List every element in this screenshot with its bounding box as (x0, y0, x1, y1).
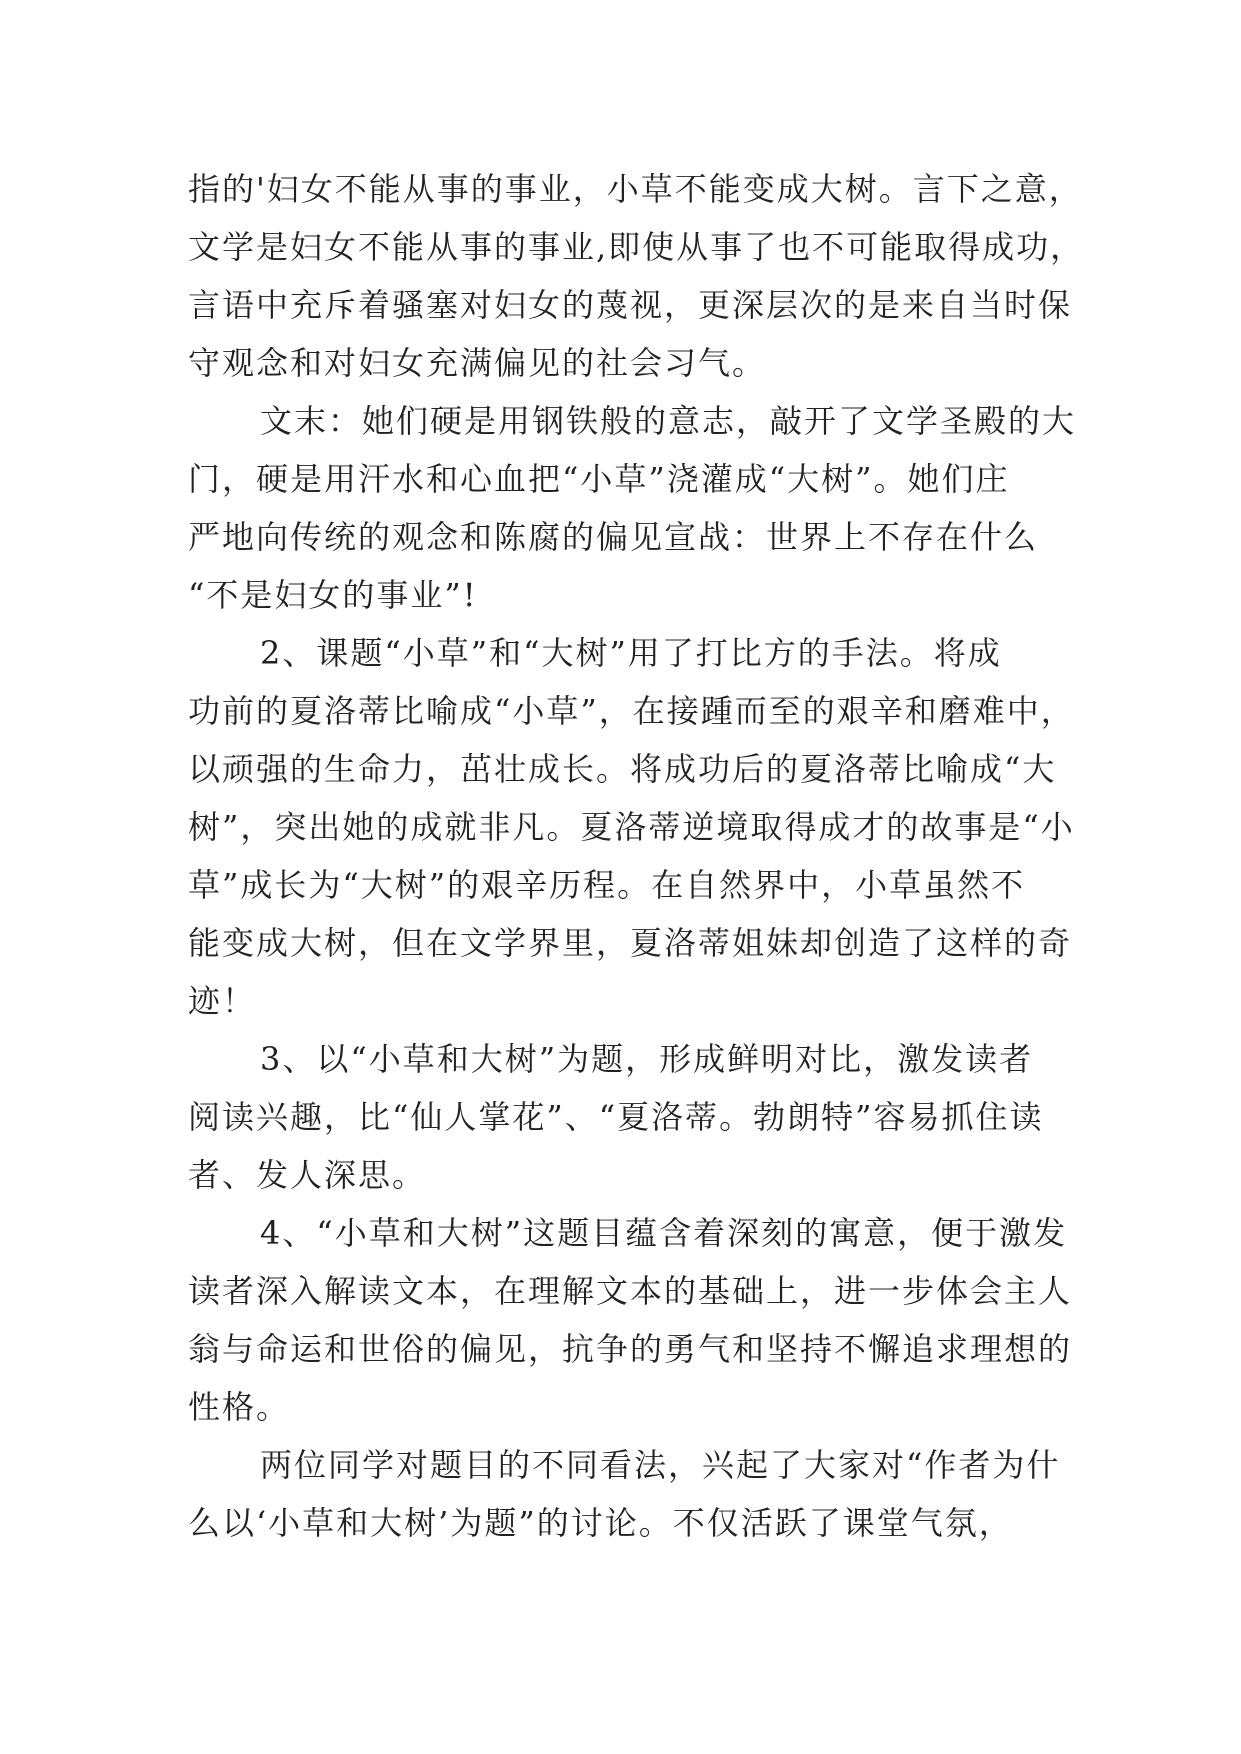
text-line: 功前的夏洛蒂比喻成“小草”，在接踵而至的艰辛和磨难中， (188, 692, 1075, 730)
text-line: 性格。 (188, 1388, 291, 1426)
text-line: 迹！ (188, 982, 257, 1020)
text-line: 么以‘小草和大树’为题”的讨论。不仅活跃了课堂气氛， (188, 1504, 1013, 1542)
text-line: 草”成长为“大树”的艰辛历程。在自然界中，小草虽然不 (188, 866, 1026, 904)
text-line: 读者深入解读文本，在理解文本的基础上，进一步体会主人 (188, 1272, 1073, 1310)
text-line: 文末：她们硬是用钢铁般的意志，敲开了文学圣殿的大 (260, 402, 1077, 440)
text-line: 翁与命运和世俗的偏见，抗争的勇气和坚持不懈追求理想的 (188, 1330, 1073, 1368)
text-line: “不是妇女的事业”! (188, 576, 478, 614)
text-line: 者、发人深思。 (188, 1156, 427, 1194)
text-line: 指的'妇女不能从事的事业，小草不能变成大树。言下之意， (188, 170, 1083, 208)
text-line: 守观念和对妇女充满偏见的社会习气。 (188, 344, 767, 382)
text-line: 4、“小草和大树”这题目蕴含着深刻的寓意，便于激发 (260, 1214, 1068, 1252)
document-body (188, 160, 1085, 1552)
text-line: 文学是妇女不能从事的事业,即使从事了也不可能取得成功， (188, 228, 1085, 266)
text-line: 阅读兴趣，比“仙人掌花”、“夏洛蒂。勃朗特”容易抓住读 (188, 1098, 1044, 1136)
text-line: 严地向传统的观念和陈腐的偏见宣战：世界上不存在什么 (188, 518, 1039, 556)
text-line: 言语中充斥着骚塞对妇女的蔑视，更深层次的是来自当时保 (188, 286, 1073, 324)
text-line: 门，硬是用汗水和心血把“小草”浇灌成“大树”。她们庄 (188, 460, 1010, 498)
text-line: 树”，突出她的成就非凡。夏洛蒂逆境取得成才的故事是“小 (188, 808, 1075, 846)
text-line: 两位同学对题目的不同看法，兴起了大家对“作者为什 (260, 1446, 1061, 1484)
text-line: 3、以“小草和大树”为题，形成鲜明对比，激发读者 (260, 1040, 1034, 1078)
text-line: 能变成大树，但在文学界里，夏洛蒂姐妹却创造了这样的奇 (188, 924, 1073, 962)
text-line: 以顽强的生命力，茁壮成长。将成功后的夏洛蒂比喻成“大 (188, 750, 1057, 788)
text-line: 2、课题“小草”和“大树”用了打比方的手法。将成 (260, 634, 1002, 672)
